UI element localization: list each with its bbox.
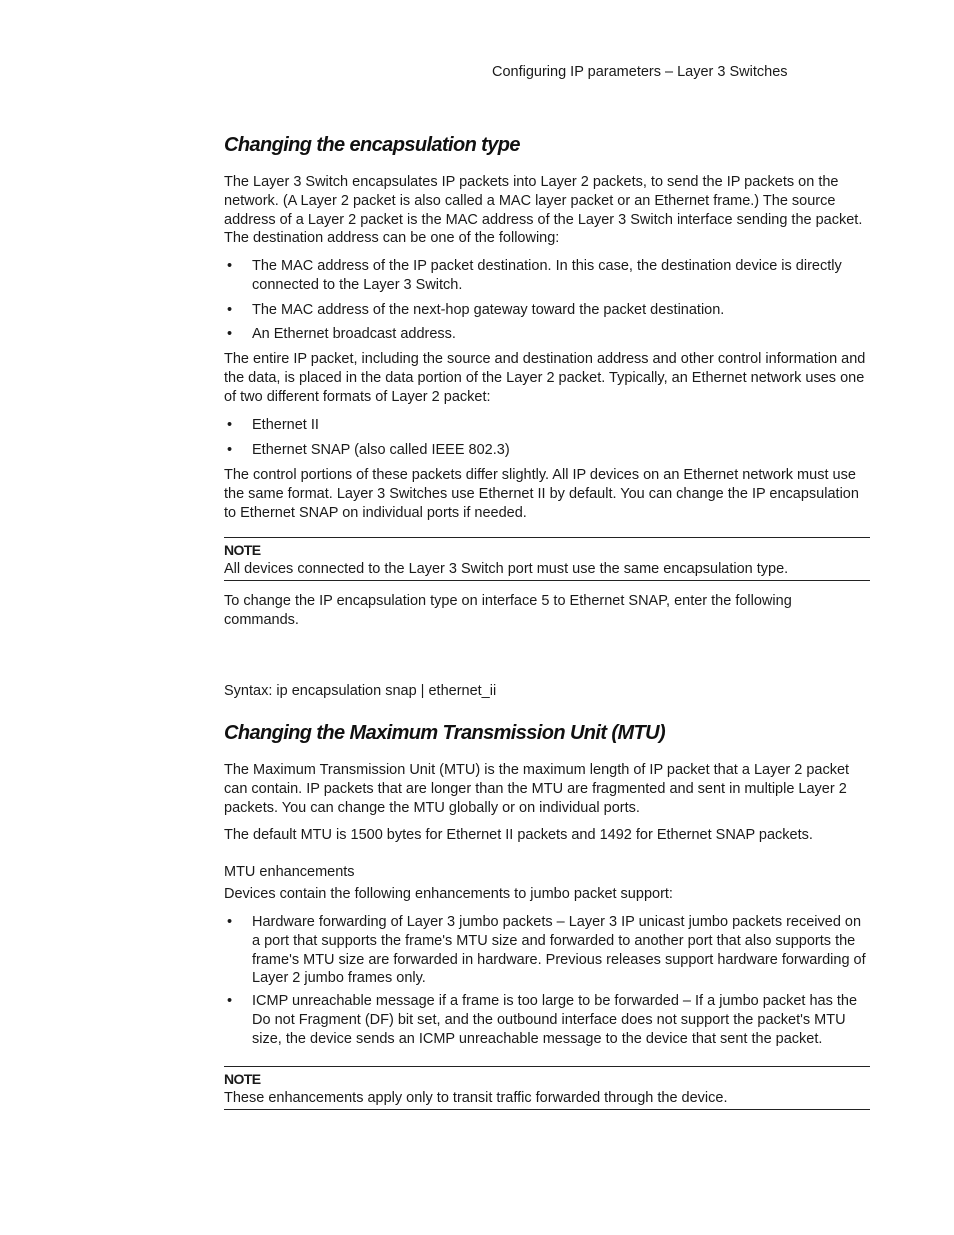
encapsulation-intro-paragraph: The Layer 3 Switch encapsulates IP packets into Layer 2 packets, to send the IP packets on the network. (A Layer 2 packet is also called a MAC layer packet or an Ethernet frame.) The source address of a Layer 2 packet is the MAC address of the Layer 3 Switch interface sending the packet. The destination address can be one of the following: <box>224 174 863 247</box>
note-text: All devices connected to the Layer 3 Switch port must use the same encapsulation type. <box>224 560 789 577</box>
section-heading-mtu: Changing the Maximum Transmission Unit (MTU) <box>224 722 666 744</box>
syntax-line: Syntax: ip encapsulation snap | ethernet_ii <box>224 683 497 699</box>
list-item: • An Ethernet broadcast address. <box>227 326 456 343</box>
ethernet-format-list <box>224 416 870 460</box>
jumbo-support-paragraph: Devices contain the following enhancements to jumbo packet support: <box>224 886 673 902</box>
running-header: Configuring IP parameters – Layer 3 Switches <box>492 64 788 80</box>
list-item: • ICMP unreachable message if a frame is too large to be forwarded – If a jumbo packet has the Do not Fragment (DF) bit set, and the outbound interface does not support the packet's MTU size, the device sends an ICMP unreachable message to the device that sent the packet. <box>227 993 858 1047</box>
list-item: • The MAC address of the IP packet destination. In this case, the destination device is directly connected to the Layer 3 Switch. <box>227 258 842 293</box>
change-encapsulation-paragraph: To change the IP encapsulation type on interface 5 to Ethernet SNAP, enter the following commands. <box>224 593 792 628</box>
mtu-enhancements-subheading: MTU enhancements <box>224 864 355 880</box>
section-heading-encapsulation: Changing the encapsulation type <box>224 134 520 156</box>
bullet-icon: • <box>227 993 233 1010</box>
bullet-icon: • <box>227 326 233 343</box>
list-item: • Ethernet II <box>227 417 319 433</box>
bullet-icon: • <box>227 301 233 318</box>
destination-address-list <box>224 257 870 344</box>
list-item: • Ethernet SNAP (also called IEEE 802.3) <box>227 441 510 458</box>
mtu-default-paragraph: The default MTU is 1500 bytes for Ethernet II packets and 1492 for Ethernet SNAP packets. <box>224 827 813 843</box>
list-item: • The MAC address of the next-hop gateway toward the packet destination. <box>227 301 725 318</box>
note-box-encapsulation <box>224 537 870 581</box>
note-label: NOTE <box>224 542 261 558</box>
note-box-mtu <box>224 1066 870 1110</box>
bullet-icon: • <box>227 258 233 274</box>
ip-packet-paragraph: The entire IP packet, including the source and destination address and other control information and the data, is placed in the data portion of the Layer 2 packet. Typically, an Ethernet network uses one of two different formats of Layer 2 packet: <box>224 351 866 405</box>
control-portions-paragraph: The control portions of these packets differ slightly. All IP devices on an Ethernet network must use the same format. Layer 3 Switches use Ethernet II by default. You can change the IP encapsulation to Ethernet SNAP on individual ports if needed. <box>224 467 859 521</box>
note-label: NOTE <box>224 1071 261 1087</box>
bullet-icon: • <box>227 441 233 458</box>
bullet-icon: • <box>227 417 233 433</box>
bullet-icon: • <box>227 914 233 930</box>
mtu-intro-paragraph: The Maximum Transmission Unit (MTU) is the maximum length of IP packet that a Layer 2 packet can contain. IP packets that are longer than the MTU are fragmented and sent in multiple Layer 2 packets. You can change the MTU globally or on individual ports. <box>224 762 850 816</box>
note-text: These enhancements apply only to transit traffic forwarded through the device. <box>224 1089 728 1106</box>
list-item: • Hardware forwarding of Layer 3 jumbo packets – Layer 3 IP unicast jumbo packets received on a port that supports the frame's MTU size and forwarded to another port that also supports the frame's MTU size are forwarded in hardware. Previous releases support hardware forwarding of Layer 2 jumbo frames only. <box>227 914 866 987</box>
mtu-enhancements-list <box>224 913 870 1049</box>
